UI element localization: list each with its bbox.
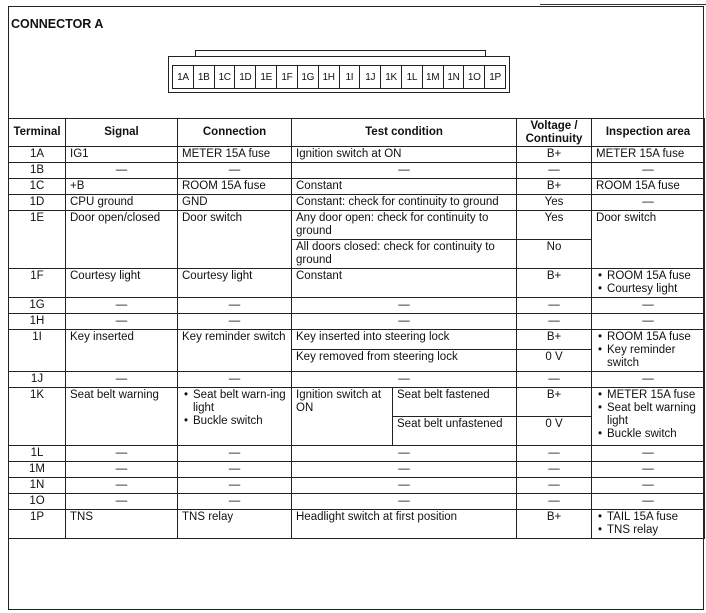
table-row <box>9 211 705 240</box>
inspection-cell: — <box>592 163 705 179</box>
connection-item: • Seat belt warn-ing light <box>193 389 287 415</box>
table-row <box>9 195 705 211</box>
inspection-cell: — <box>592 298 705 314</box>
table-row <box>9 494 705 510</box>
test-cell: — <box>292 462 517 478</box>
test-cell: — <box>292 494 517 510</box>
connection-cell: Door switch <box>178 211 292 269</box>
inspection-item: • METER 15A fuse <box>607 389 700 402</box>
terminal-cell: 1H <box>9 314 66 330</box>
inspection-item: • Buckle switch <box>607 428 700 441</box>
test-cell: — <box>292 298 517 314</box>
inspection-item: • Key reminder switch <box>607 344 700 370</box>
terminal-cell: 1P <box>9 510 66 539</box>
signal-cell: — <box>66 478 178 494</box>
voltage-cell: 0 V <box>517 350 592 372</box>
connector-pin: 1H <box>319 66 340 88</box>
voltage-cell: Yes <box>517 211 592 240</box>
voltage-cell: B+ <box>517 510 592 539</box>
test-cell: Constant <box>292 269 517 298</box>
terminal-cell: 1D <box>9 195 66 211</box>
connector-pin: 1M <box>423 66 444 88</box>
table-row <box>9 330 705 350</box>
table-row <box>9 298 705 314</box>
table-row <box>9 372 705 388</box>
terminal-table <box>8 118 705 539</box>
voltage-cell: No <box>517 240 592 269</box>
test-cell: Headlight switch at first position <box>292 510 517 539</box>
connection-cell: METER 15A fuse <box>178 147 292 163</box>
inspection-cell: — <box>592 462 705 478</box>
voltage-cell: B+ <box>517 269 592 298</box>
terminal-cell: 1J <box>9 372 66 388</box>
test-cell: — <box>292 163 517 179</box>
header-inspection: Inspection area <box>592 119 705 147</box>
signal-cell: +B <box>66 179 178 195</box>
connection-cell: — <box>178 494 292 510</box>
inspection-cell: — <box>592 372 705 388</box>
connection-cell: — <box>178 478 292 494</box>
inspection-cell: — <box>592 195 705 211</box>
connector-pin-row <box>172 65 506 89</box>
header-terminal: Terminal <box>9 119 66 147</box>
terminal-cell: 1C <box>9 179 66 195</box>
table-row <box>9 314 705 330</box>
connector-pin: 1N <box>444 66 465 88</box>
test-cell: — <box>292 478 517 494</box>
terminal-cell: 1B <box>9 163 66 179</box>
test-cell: Seat belt fastened <box>393 388 517 417</box>
terminal-cell: 1A <box>9 147 66 163</box>
connection-cell: — <box>178 462 292 478</box>
test-cell: — <box>292 372 517 388</box>
inspection-cell <box>592 510 705 539</box>
signal-cell: IG1 <box>66 147 178 163</box>
inspection-cell: ROOM 15A fuse <box>592 179 705 195</box>
connector-pin: 1A <box>173 66 194 88</box>
connector-pin: 1J <box>360 66 381 88</box>
inspection-cell: METER 15A fuse <box>592 147 705 163</box>
connector-pin: 1D <box>235 66 256 88</box>
table-row <box>9 163 705 179</box>
connector-pin: 1F <box>277 66 298 88</box>
voltage-cell: B+ <box>517 330 592 350</box>
test-cell: Seat belt unfastened <box>393 417 517 446</box>
connection-cell: Courtesy light <box>178 269 292 298</box>
signal-cell: Key inserted <box>66 330 178 372</box>
inspection-cell <box>592 269 705 298</box>
table-row <box>9 446 705 462</box>
terminal-cell: 1L <box>9 446 66 462</box>
connector-pin: 1E <box>256 66 277 88</box>
signal-cell: — <box>66 298 178 314</box>
connector-pin: 1O <box>464 66 485 88</box>
voltage-cell: B+ <box>517 388 592 417</box>
inspection-item: • TNS relay <box>607 524 700 537</box>
inspection-cell: — <box>592 478 705 494</box>
inspection-cell: — <box>592 314 705 330</box>
terminal-cell: 1E <box>9 211 66 269</box>
voltage-cell: — <box>517 163 592 179</box>
connector-pin: 1K <box>381 66 402 88</box>
voltage-cell: — <box>517 314 592 330</box>
header-voltage: Voltage / Continuity <box>517 119 592 147</box>
test-cell: Key inserted into steering lock <box>292 330 517 350</box>
connector-title: CONNECTOR A <box>11 17 104 31</box>
connection-cell: Key reminder switch <box>178 330 292 372</box>
inspection-item: • Courtesy light <box>607 283 700 296</box>
terminal-cell: 1N <box>9 478 66 494</box>
page-top-rule <box>540 0 706 5</box>
signal-cell: — <box>66 462 178 478</box>
test-cell: Any door open: check for continuity to ground <box>292 211 517 240</box>
connection-cell: GND <box>178 195 292 211</box>
terminal-cell: 1G <box>9 298 66 314</box>
signal-cell: — <box>66 163 178 179</box>
connection-cell: TNS relay <box>178 510 292 539</box>
signal-cell: Door open/closed <box>66 211 178 269</box>
connection-cell: — <box>178 372 292 388</box>
inspection-cell <box>592 330 705 372</box>
table-row <box>9 179 705 195</box>
table-row <box>9 147 705 163</box>
test-cell: — <box>292 314 517 330</box>
signal-cell: TNS <box>66 510 178 539</box>
voltage-cell: B+ <box>517 147 592 163</box>
table-row <box>9 462 705 478</box>
terminal-cell: 1I <box>9 330 66 372</box>
test-cell: All doors closed: check for continuity to ground <box>292 240 517 269</box>
terminal-cell: 1M <box>9 462 66 478</box>
voltage-cell: — <box>517 446 592 462</box>
voltage-cell: — <box>517 478 592 494</box>
voltage-cell: — <box>517 298 592 314</box>
signal-cell: Courtesy light <box>66 269 178 298</box>
header-test-condition: Test condition <box>292 119 517 147</box>
voltage-cell: B+ <box>517 179 592 195</box>
inspection-item: • Seat belt warning light <box>607 402 700 428</box>
test-cell: Constant <box>292 179 517 195</box>
terminal-cell: 1O <box>9 494 66 510</box>
test-cell: Constant: check for continuity to ground <box>292 195 517 211</box>
connection-cell: — <box>178 298 292 314</box>
voltage-cell: — <box>517 372 592 388</box>
test-condition-cell: Ignition switch at ON <box>292 388 393 446</box>
connector-pin: 1L <box>402 66 423 88</box>
connection-cell: — <box>178 446 292 462</box>
connector-pin: 1I <box>340 66 361 88</box>
terminal-cell: 1F <box>9 269 66 298</box>
test-cell: — <box>292 446 517 462</box>
inspection-cell: — <box>592 446 705 462</box>
table-header-row <box>9 119 705 147</box>
connector-pin: 1C <box>215 66 236 88</box>
signal-cell: — <box>66 314 178 330</box>
signal-cell: — <box>66 446 178 462</box>
inspection-item: • ROOM 15A fuse <box>607 331 700 344</box>
connection-cell: ROOM 15A fuse <box>178 179 292 195</box>
table-row <box>9 478 705 494</box>
voltage-cell: Yes <box>517 195 592 211</box>
header-signal: Signal <box>66 119 178 147</box>
signal-cell: Seat belt warning <box>66 388 178 446</box>
table-row <box>9 388 705 417</box>
inspection-item: • TAIL 15A fuse <box>607 511 700 524</box>
connector-pin: 1P <box>489 72 501 83</box>
voltage-cell: — <box>517 494 592 510</box>
voltage-cell: — <box>517 462 592 478</box>
inspection-cell: — <box>592 494 705 510</box>
test-cell: Key removed from steering lock <box>292 350 517 372</box>
connection-cell: — <box>178 163 292 179</box>
table-row <box>9 510 705 539</box>
table-row <box>9 269 705 298</box>
connector-pin: 1B <box>194 66 215 88</box>
signal-cell: — <box>66 494 178 510</box>
connector-pin: 1G <box>298 66 319 88</box>
signal-cell: — <box>66 372 178 388</box>
inspection-cell <box>592 388 705 446</box>
connection-cell: — <box>178 314 292 330</box>
test-cell: Ignition switch at ON <box>292 147 517 163</box>
voltage-cell: 0 V <box>517 417 592 446</box>
header-connection: Connection <box>178 119 292 147</box>
inspection-cell: Door switch <box>592 211 705 269</box>
inspection-item: • ROOM 15A fuse <box>607 270 700 283</box>
terminal-cell: 1K <box>9 388 66 446</box>
signal-cell: CPU ground <box>66 195 178 211</box>
connection-cell <box>178 388 292 446</box>
connection-item: • Buckle switch <box>193 415 287 428</box>
